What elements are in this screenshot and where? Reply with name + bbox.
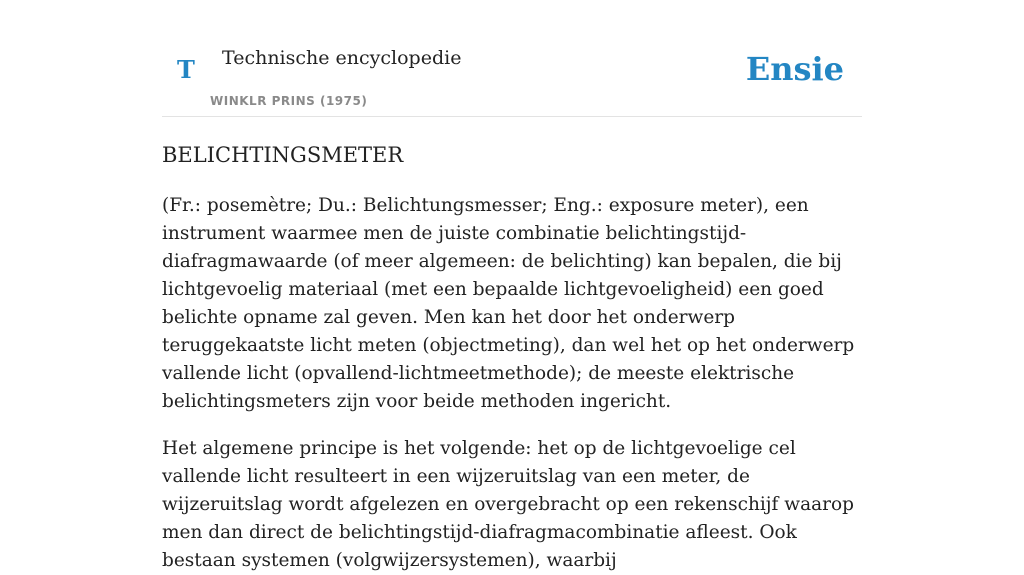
site-header [162, 0, 862, 117]
article-paragraph: (Fr.: posemètre; Du.: Belichtungsmesser; Eng.: exposure meter), een instrument waarmee men de juiste combinatie belichtingstijd-diafragmawaarde (of meer algemeen: de belichting) kan bepalen, die bij lichtgevoelig materiaal (met een bepaalde lichtgevoeligheid) een goed belichte opname zal geven. Men kan het door het onderwerp teruggekaatste licht meten (objectmeting), dan wel het op het onderwerp vallende licht (opvallend-lichtmeetmethode); de meeste elektrische belichtingsmeters zijn voor beide methoden ingericht. [162, 195, 855, 412]
article-paragraph: Het algemene principe is het volgende: het op de lichtgevoelige cel vallende licht resulteert in een wijzeruitslag van een meter, de wijzeruitslag wordt afgelezen en overgebracht op een rekenschijf waarop men dan direct de belichtingstijd-diafragmacombinatie afleest. Ook bestaan systemen (volgwijzersystemen), waarbij [162, 438, 854, 571]
publication-subtitle: WINKLR PRINS (1975) [210, 94, 368, 108]
article-title: BELICHTINGSMETER [162, 143, 404, 167]
publication-logo-icon[interactable]: T [177, 55, 195, 84]
article [162, 140, 862, 575]
publication-title[interactable]: Technische encyclopedie [222, 47, 462, 69]
brand-logo[interactable]: Ensie [745, 50, 844, 88]
